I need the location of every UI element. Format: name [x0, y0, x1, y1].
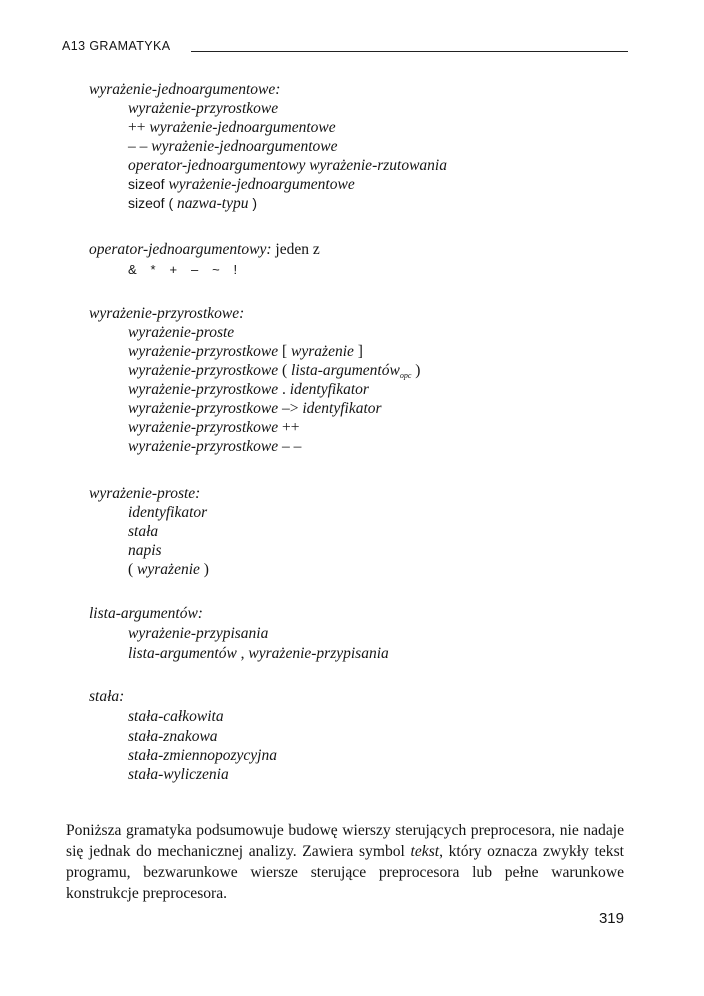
- postfix-rule-3-arg: lista-argumentów: [291, 362, 400, 379]
- unary-rule-3-term: wyrażenie-jednoargumentowe: [151, 138, 338, 155]
- primary-rule-4: [128, 560, 209, 579]
- unary-expression-heading: wyrażenie-jednoargumentowe:: [89, 81, 281, 98]
- operator-item: –: [190, 262, 199, 277]
- primary-expression-heading: wyrażenie-proste:: [89, 485, 201, 502]
- dot-operator: .: [281, 381, 286, 398]
- argument-list-rule-2: [128, 644, 389, 663]
- unary-rule-2-term: wyrażenie-jednoargumentowe: [149, 119, 336, 136]
- close-paren: ): [203, 561, 209, 578]
- close-paren: ): [252, 195, 258, 211]
- unary-rule-6: [128, 194, 257, 213]
- postfix-expression-heading: wyrażenie-przyrostkowe:: [89, 305, 245, 322]
- unary-rule-2-op: ++: [128, 119, 146, 136]
- argument-list-heading: lista-argumentów:: [89, 605, 203, 622]
- operator-item: +: [169, 262, 178, 277]
- running-header: [62, 38, 628, 58]
- unary-rule-3-op: – –: [128, 138, 148, 155]
- postfix-rule-1: wyrażenie-proste: [128, 324, 235, 341]
- increment-operator: ++: [281, 419, 300, 436]
- postfix-rule-5-arg: identyfikator: [302, 400, 382, 417]
- unary-rule-5: [128, 175, 355, 194]
- header-label: A13 GRAMATYKA: [62, 39, 171, 53]
- header-rule: [191, 51, 628, 52]
- paragraph-text-start: Poniższa gramatyka podsumowuje budowę wierszy sterujących preprocesora, nie nadaje się jednak do mechanicznej analizy. Zawiera symbol: [66, 821, 624, 860]
- postfix-rule-7-term: wyrażenie-przyrostkowe: [128, 438, 279, 455]
- postfix-rule-2-term: wyrażenie-przyrostkowe: [128, 343, 279, 360]
- unary-rule-5-term: wyrażenie-jednoargumentowe: [168, 176, 355, 193]
- postfix-rule-6: [128, 418, 299, 437]
- unary-rule-1: wyrażenie-przyrostkowe: [128, 100, 279, 117]
- optional-subscript: opc: [399, 371, 412, 380]
- argument-list-rule-2-arg: wyrażenie-przypisania: [248, 645, 389, 662]
- close-paren: ): [415, 362, 421, 379]
- paragraph-term-tekst: tekst: [410, 842, 440, 860]
- postfix-rule-6-term: wyrażenie-przyrostkowe: [128, 419, 279, 436]
- postfix-rule-2: [128, 342, 363, 361]
- open-paren: (: [128, 561, 134, 578]
- postfix-rule-5: [128, 399, 382, 418]
- open-paren: (: [281, 362, 288, 379]
- argument-list-rule-1: wyrażenie-przypisania: [128, 625, 269, 642]
- postfix-rule-4-term: wyrażenie-przyrostkowe: [128, 381, 279, 398]
- postfix-rule-3-term: wyrażenie-przyrostkowe: [128, 362, 279, 379]
- postfix-rule-7: [128, 437, 301, 456]
- comma-operator: ,: [240, 645, 245, 662]
- primary-rule-2: stała: [128, 523, 159, 540]
- page-number: 319: [598, 910, 624, 927]
- postfix-rule-5-term: wyrażenie-przyrostkowe: [128, 400, 279, 417]
- unary-operator-heading-line: [89, 240, 320, 259]
- close-bracket: ]: [357, 343, 363, 360]
- operator-list: [128, 260, 247, 279]
- sizeof-keyword: sizeof: [128, 195, 165, 211]
- paragraph-text-end: , który oznacza zwykły tekst programu, bezwarunkowe wiersze sterujące preprocesora lub pełne warunkowe konstrukcje preprocesora.: [66, 842, 625, 903]
- primary-rule-3: napis: [128, 542, 162, 559]
- unary-rule-3: [128, 137, 338, 156]
- constant-rule-3: stała-zmiennopozycyjna: [128, 747, 277, 764]
- unary-rule-4: operator-jednoargumentowy wyrażenie-rzutowania: [128, 157, 447, 174]
- postfix-rule-4-arg: identyfikator: [289, 381, 369, 398]
- open-paren: (: [168, 195, 174, 211]
- postfix-rule-2-arg: wyrażenie: [291, 343, 354, 360]
- sizeof-keyword: sizeof: [128, 176, 165, 192]
- summary-paragraph: [66, 820, 624, 905]
- constant-rule-2: stała-znakowa: [128, 728, 218, 745]
- primary-rule-4-term: wyrażenie: [137, 561, 200, 578]
- constant-rule-1: stała-całkowita: [128, 708, 224, 725]
- one-of-label: jeden z: [275, 241, 320, 258]
- argument-list-rule-2-term: lista-argumentów: [128, 645, 237, 662]
- operator-item: ~: [212, 262, 220, 277]
- arrow-operator: –>: [281, 400, 299, 417]
- unary-operator-heading: operator-jednoargumentowy:: [89, 241, 272, 258]
- operator-item: !: [233, 262, 238, 277]
- open-bracket: [: [281, 343, 288, 360]
- operator-item: &: [128, 262, 137, 277]
- primary-rule-1: identyfikator: [128, 504, 208, 521]
- postfix-rule-4: [128, 380, 369, 399]
- decrement-operator: – –: [281, 438, 302, 455]
- constant-rule-4: stała-wyliczenia: [128, 766, 229, 783]
- operator-item: *: [150, 262, 156, 277]
- unary-rule-6-term: nazwa-typu: [177, 195, 249, 212]
- unary-rule-2: [128, 118, 336, 137]
- constant-heading: stała:: [89, 688, 125, 705]
